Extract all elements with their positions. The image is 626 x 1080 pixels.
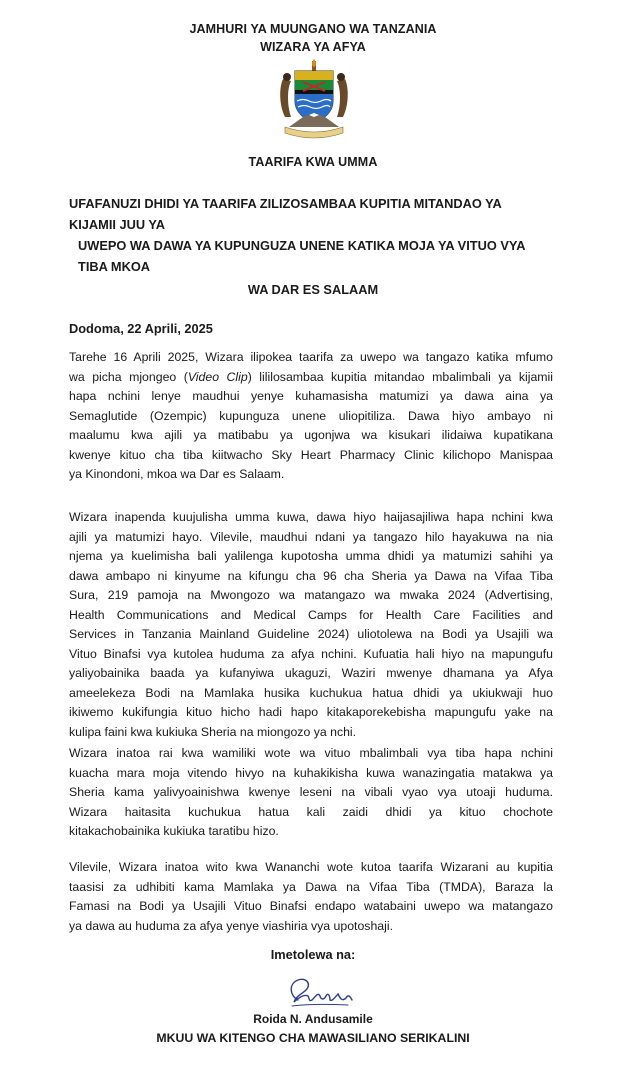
paragraph-2 [69,508,553,743]
italic-term: Video Clip [187,369,248,384]
paragraph-line: ajili ya matumizi hayo. Vilevile, maudhui ndani ya tangazo hilo hayakuwa na nia [69,529,553,544]
signer-name: Roida N. Andusamile [253,1012,373,1026]
title-line: KIJAMII JUU YA [69,217,166,232]
signer-role: MKUU WA KITENGO CHA MAWASILIANO SERIKALINI [156,1031,470,1045]
paragraph-line: ya dawa au huduma za afya yenye viashiria vya upotoshaji. [69,918,394,933]
paragraph-line: Health Communications and Medical Camps for Health Care Facilities and [69,607,553,622]
paragraph-line: Semaglutide (Ozempic) kupunguza unene uliopitiliza. Dawa hiyo ambayo ni [69,408,553,423]
paragraph-line: Sheria kama yalivyoainishwa kwenye leseni na vibali vyao vya utoaji huduma. [69,785,553,800]
paragraph-line: Services in Tanzania Mainland Guideline 2024) uliotolewa na Bodi ya Usajili wa [69,627,553,642]
paragraph-line: Tarehe 16 Aprili 2025, Wizara ilipokea taarifa za uwepo wa tangazo katika mfumo [69,350,553,364]
country-name: JAMHURI YA MUUNGANO WA TANZANIA [189,22,437,36]
paragraph-line: kwenye kituo cha tiba kiitwacho Sky Heart Pharmacy Clinic kilichopo Manispaa [69,447,553,462]
paragraph-3 [69,744,553,842]
paragraph-line: Famasi na Bodi ya Usajili Vituo Binafsi endapo watabaini uwepo wa matangazo [69,899,553,914]
paragraph-line: kulipa faini kwa kukiuka Sheria na miongozo ya nchi. [69,725,357,740]
paragraph-line: taasisi za udhibiti kama Mamlaka ya Dawa na Vifaa Tiba (TMDA), Baraza la [69,879,553,894]
coat-of-arms-icon [273,57,355,139]
title-line: TIBA MKOA [78,259,151,274]
paragraph-4 [69,858,553,936]
paragraph-line: ya Kinondoni, mkoa wa Dar es Salaam. [69,467,285,482]
paragraph-line: kuacha mara moja vitendo hivyo na kuhakikisha kuwa wanazingatia matakwa ya [69,765,553,780]
paragraph-line: maalumu kwa ajili ya matibabu ya ugonjwa wa kisukari ilidaiwa kupatikana [69,428,553,443]
paragraph-line: ameelekeza Bodi na Mamlaka husika kuchukua hatua dhidi ya ukiukwaji huo [69,685,553,700]
press-date: Dodoma, 22 Aprili, 2025 [69,321,213,336]
title-line: UWEPO WA DAWA YA KUPUNGUZA UNENE KATIKA MOJA YA VITUO VYA [78,238,526,253]
paragraph-line: Wizara haitasita kuchukua hatua kali zaidi dhidi ya kituo chochote [69,804,553,819]
paragraph-line: Sura, 219 pamoja na Mwongozo wa matangazo wa mwaka 2024 (Advertising, [69,588,553,603]
title-line: WA DAR ES SALAAM [247,282,379,297]
paragraph-line: njema ya kuelimisha bali yalilenga kupotosha umma dhidi ya matumizi sahihi ya [69,549,553,564]
title-line: UFAFANUZI DHIDI YA TAARIFA ZILIZOSAMBAA KUPITIA MITANDAO YA [69,196,502,211]
notice-heading: TAARIFA KWA UMMA [248,155,378,169]
paragraph-line: Vilevile, Wizara inatoa wito kwa Wananchi wote kutoa taarifa Wizarani au kupitia [69,860,553,874]
paragraph-line: Vituo Binafsi vya kutolea huduma za afya nchini. Kufuatia hali hiyo na mapungufu [69,646,553,661]
ministry-name: WIZARA YA AFYA [260,40,366,54]
paragraph-line: dawa ambapo ni kinyume na kifungu cha 96 cha Sheria ya Dawa na Vifaa Tiba [69,568,553,583]
paragraph-line: hapa nchini lenye maudhui yenye kuhamasisha matumizi ya dawa aina ya [69,389,553,404]
paragraph-line: Wizara inapenda kuujulisha umma kuwa, dawa hiyo haijasajiliwa hapa nchini kwa [69,510,553,524]
signature-icon [284,972,358,1012]
paragraph-line: ikiwemo kukifungia kituo hicho hadi hapo kitakaporekebisha mapungufu yake na [69,705,553,720]
paragraph-line: wa picha mjongeo (Video Clip) lililosambaa kupitia mitandao mbalimbali ya kijamii [69,369,553,384]
paragraph-line: yaliyobainika baada ya kufanyiwa ukaguzi, Waziri mwenye dhamana ya Afya [69,666,553,681]
issued-by-label: Imetolewa na: [270,947,356,962]
paragraph-line: kitakachobainika kukiuka taratibu hizo. [69,824,279,839]
paragraph-line: Wizara inatoa rai kwa wamiliki wote wa vituo mbalimbali vya tiba hapa nchini [69,746,553,760]
paragraph-1 [69,348,553,485]
